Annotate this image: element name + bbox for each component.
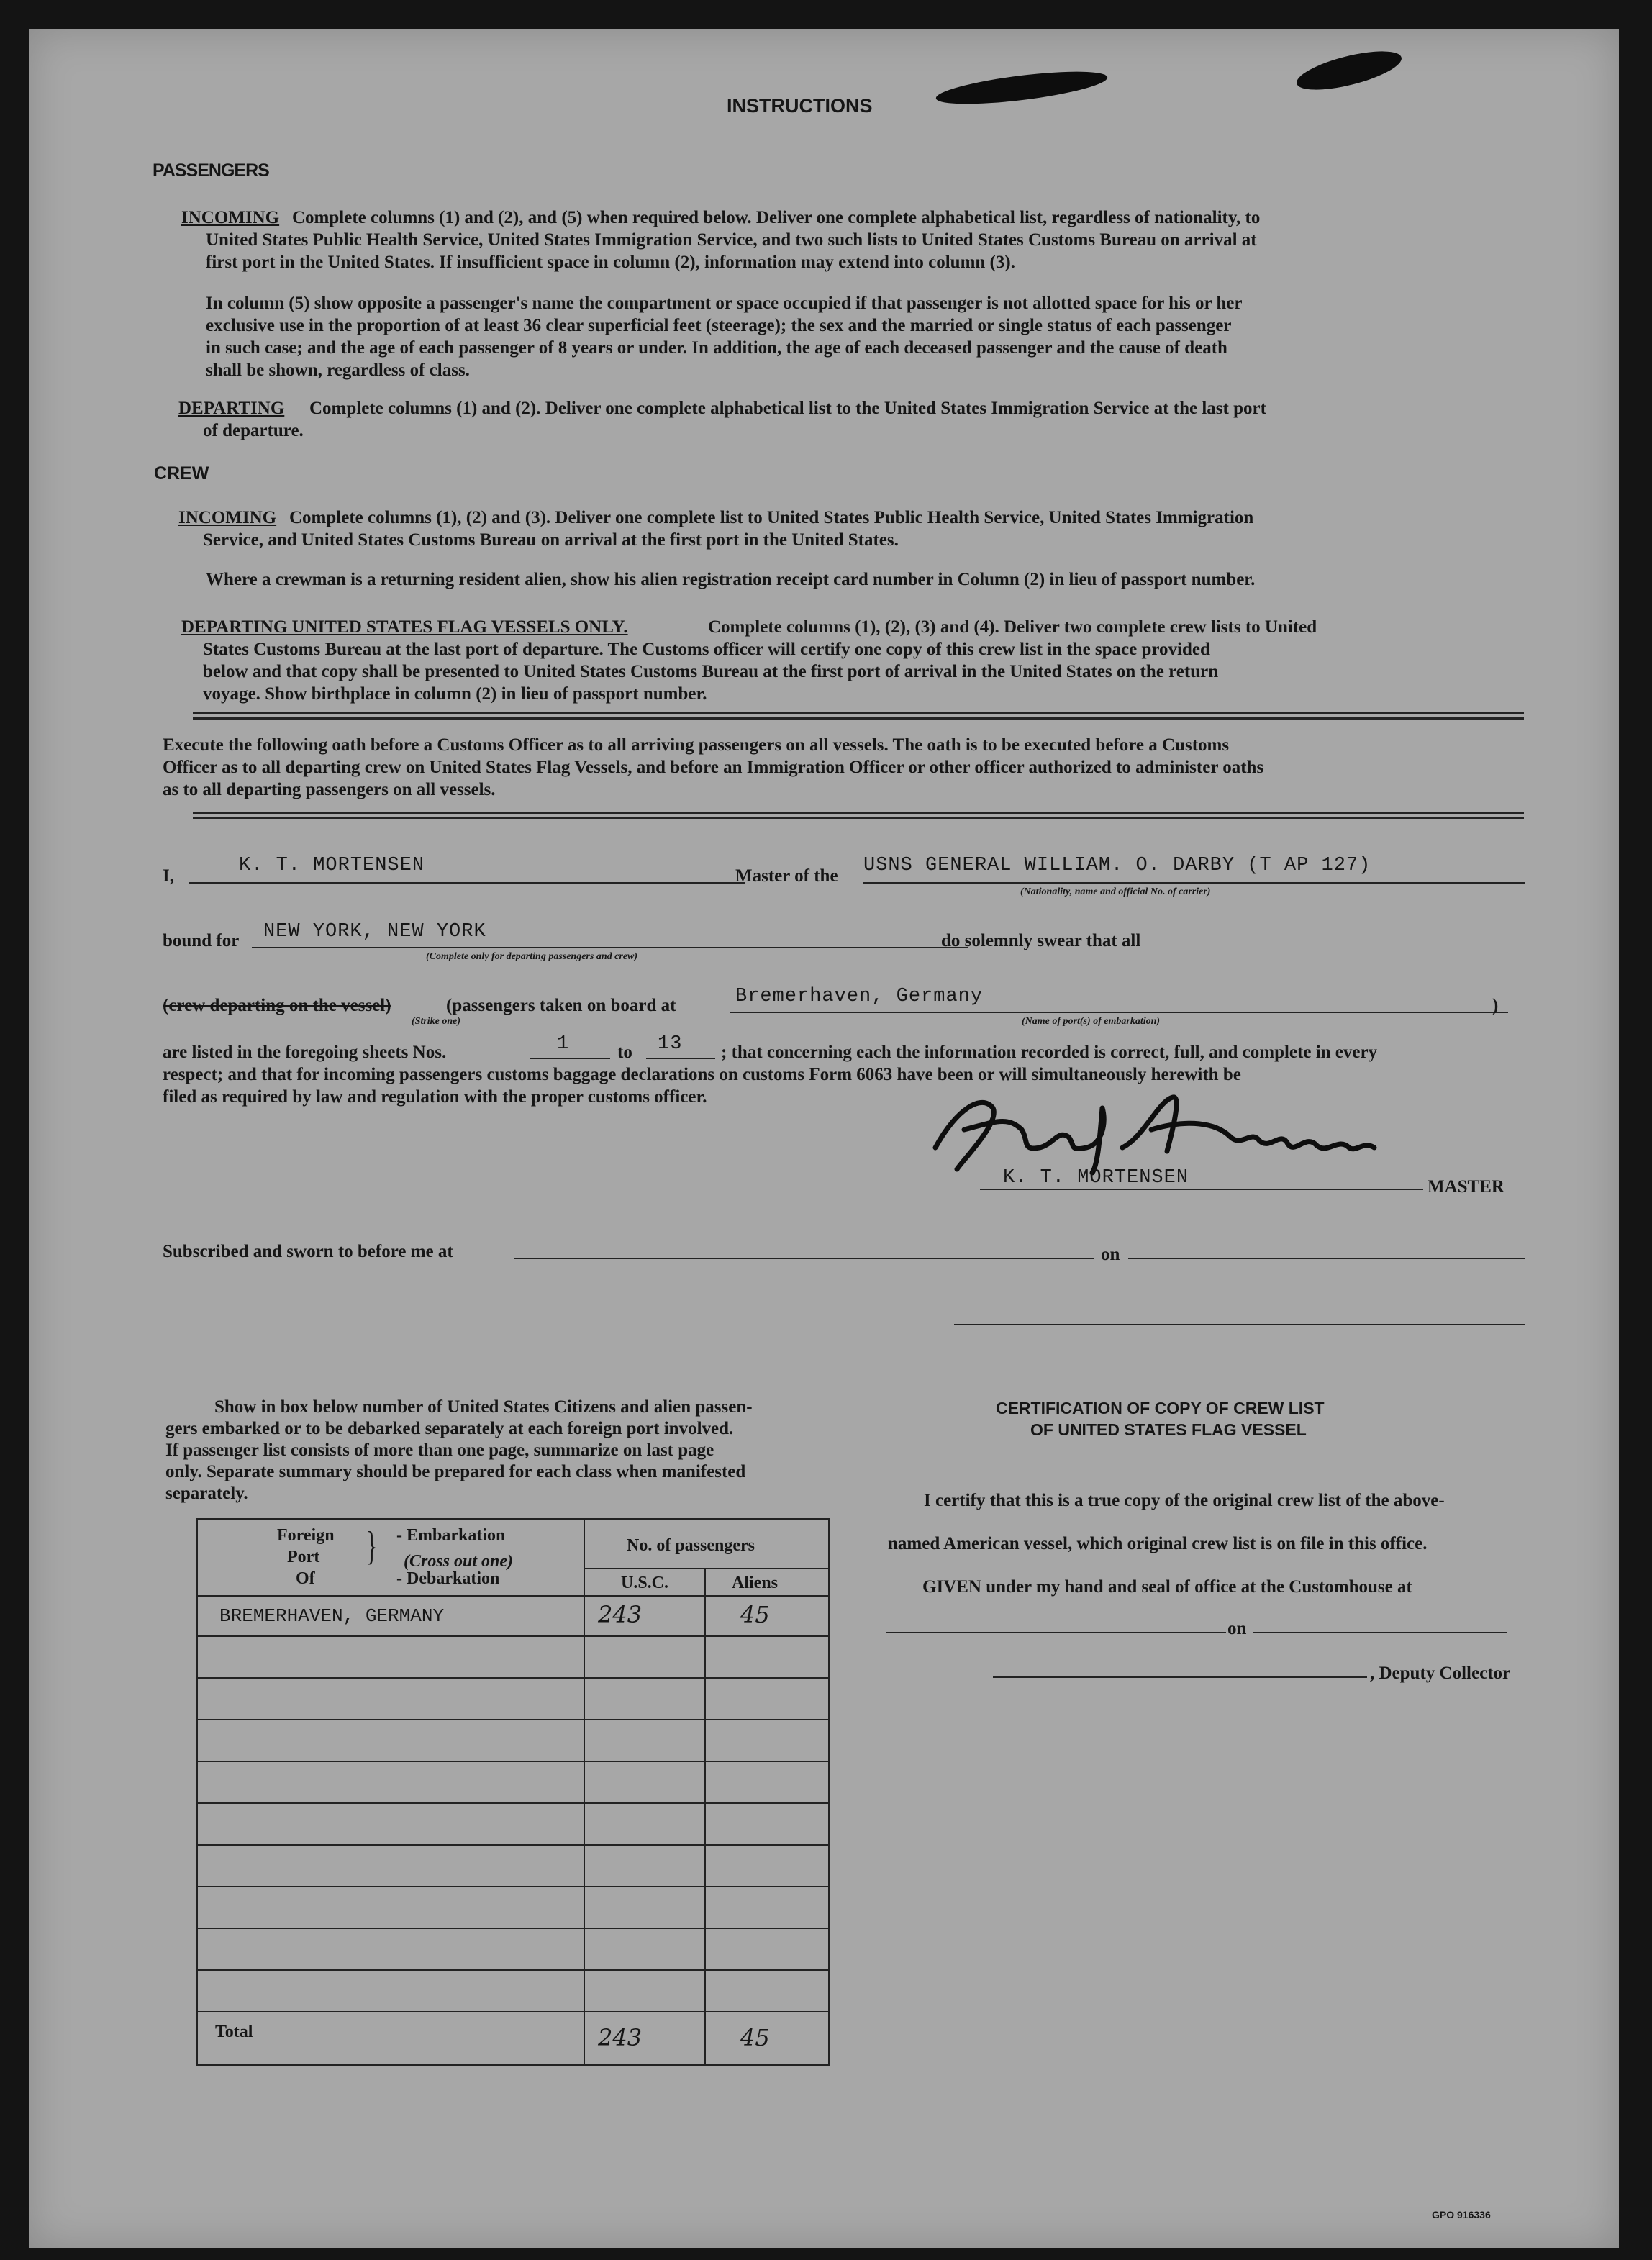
certify-on-label: on bbox=[1227, 1619, 1247, 1638]
column5-line: exclusive use in the proportion of at least 36 clear superficial feet (steerage); the sex and the married or single status of each passenger bbox=[206, 316, 1232, 335]
crew-heading: CREW bbox=[154, 463, 209, 484]
oath-instructions-line: Execute the following oath before a Customs Officer as to all arriving passengers on all vessels. The oath is to be executed before a Customs bbox=[163, 735, 1230, 755]
table-divider bbox=[198, 1886, 828, 1887]
certification-title-line: OF UNITED STATES FLAG VESSEL bbox=[1030, 1420, 1307, 1439]
officer-signature-line[interactable] bbox=[954, 1324, 1525, 1325]
bound-for-line bbox=[252, 947, 968, 948]
crew-departing-line: States Customs Bureau at the last port of departure. The Customs officer will certify one copy of this crew list in the space provided bbox=[203, 640, 1210, 659]
bound-for-label: bound for bbox=[163, 931, 240, 950]
subscribed-date-line[interactable] bbox=[1128, 1258, 1525, 1259]
oath-instructions-line: as to all departing passengers on all vessels. bbox=[163, 780, 496, 799]
customhouse-line[interactable] bbox=[886, 1632, 1226, 1633]
page-title: INSTRUCTIONS bbox=[727, 95, 873, 117]
passengers-heading: PASSENGERS bbox=[153, 160, 269, 181]
table-divider bbox=[198, 1969, 828, 1971]
header-of: Of bbox=[296, 1569, 315, 1588]
header-no-passengers: No. of passengers bbox=[627, 1536, 755, 1555]
to-label: to bbox=[617, 1043, 632, 1062]
port-embarkation-field[interactable]: Bremerhaven, Germany bbox=[735, 986, 984, 1007]
crew-departing-label: DEPARTING UNITED STATES FLAG VESSELS ONLY. bbox=[181, 617, 628, 637]
column5-line: shall be shown, regardless of class. bbox=[206, 360, 470, 380]
ink-blot bbox=[935, 65, 1109, 111]
passengers-incoming-line: United States Public Health Service, United States Immigration Service, and two such lists to United States Customs Bureau on arrival at bbox=[206, 230, 1257, 250]
form-code: GPO 916336 bbox=[1432, 2209, 1491, 2220]
divider bbox=[193, 717, 1524, 720]
port-line bbox=[730, 1012, 1508, 1013]
listed-prefix: are listed in the foregoing sheets Nos. bbox=[163, 1043, 447, 1062]
ink-blot bbox=[1293, 43, 1404, 97]
deputy-collector-label: , Deputy Collector bbox=[1370, 1664, 1511, 1683]
master-name-field[interactable]: K. T. MORTENSEN bbox=[239, 855, 425, 876]
strike-caption: (Strike one) bbox=[412, 1016, 461, 1027]
vessel-line bbox=[863, 882, 1525, 884]
passengers-departing-label: DEPARTING bbox=[178, 399, 285, 418]
sheet-from-field[interactable]: 1 bbox=[557, 1033, 570, 1055]
master-of-label: Master of the bbox=[735, 866, 838, 886]
master-name-line bbox=[189, 882, 745, 884]
sheet-to-field[interactable]: 13 bbox=[658, 1033, 683, 1055]
total-aliens: 45 bbox=[740, 2024, 770, 2051]
passengers-incoming-label: INCOMING bbox=[181, 208, 280, 227]
header-port: Port bbox=[287, 1548, 320, 1566]
subscribed-place-line[interactable] bbox=[514, 1258, 1094, 1259]
table-divider bbox=[584, 1568, 828, 1569]
table-divider bbox=[584, 1520, 585, 2064]
brace-icon: } bbox=[366, 1524, 378, 1569]
sheet-to-line bbox=[646, 1058, 715, 1059]
passengers-departing-line: of departure. bbox=[203, 421, 304, 440]
header-usc: U.S.C. bbox=[621, 1574, 669, 1592]
passengers-incoming-line: first port in the United States. If insufficient space in column (2), information may extend into column (3). bbox=[206, 253, 1015, 272]
table-divider bbox=[198, 1844, 828, 1846]
vessel-caption: (Nationality, name and official No. of carrier) bbox=[1020, 886, 1211, 897]
divider bbox=[193, 817, 1524, 819]
subscribed-on-label: on bbox=[1101, 1245, 1120, 1264]
table-divider bbox=[198, 1761, 828, 1762]
table-divider bbox=[198, 1928, 828, 1929]
vessel-field[interactable]: USNS GENERAL WILLIAM. O. DARBY (T AP 127) bbox=[863, 855, 1371, 876]
header-embarkation: - Embarkation bbox=[396, 1526, 506, 1545]
port-caption: (Name of port(s) of embarkation) bbox=[1022, 1016, 1161, 1027]
crew-departing-line: Complete columns (1), (2), (3) and (4). Deliver two complete crew lists to United bbox=[708, 617, 1317, 637]
crew-incoming-line: Complete columns (1), (2) and (3). Deliver one complete list to United States Public Health Service, United States Immigration bbox=[289, 508, 1254, 527]
header-cross-out: (Cross out one) bbox=[404, 1552, 514, 1571]
crew-departing-line: below and that copy shall be presented to United States Customs Bureau at the first port of arrival in the United States on the return bbox=[203, 662, 1219, 681]
summary-instructions-line: only. Separate summary should be prepared for each class when manifested bbox=[165, 1462, 746, 1481]
table-divider bbox=[198, 1635, 828, 1637]
swear-text: do solemnly swear that all bbox=[941, 931, 1141, 950]
struck-crew-text: (crew departing on the vessel) bbox=[163, 996, 391, 1015]
listed-suffix: ; that concerning each the information recorded is correct, full, and complete in every bbox=[721, 1043, 1378, 1062]
oath-i-label: I, bbox=[163, 866, 174, 886]
signature-title: MASTER bbox=[1428, 1177, 1504, 1197]
certify-line: I certify that this is a true copy of the original crew list of the above- bbox=[924, 1491, 1445, 1510]
total-usc: 243 bbox=[598, 2024, 643, 2051]
total-label: Total bbox=[215, 2023, 253, 2041]
crew-incoming-label: INCOMING bbox=[178, 508, 277, 527]
respect-line: respect; and that for incoming passengers customs baggage declarations on customs Form 6063 have been or will simultaneously herewith be bbox=[163, 1065, 1241, 1084]
bound-for-field[interactable]: NEW YORK, NEW YORK bbox=[263, 921, 486, 943]
deputy-collector-line[interactable] bbox=[993, 1676, 1367, 1678]
table-row-usc: 243 bbox=[598, 1601, 643, 1628]
column5-line: In column (5) show opposite a passenger's name the compartment or space occupied if that passenger is not allotted space for his or her bbox=[206, 294, 1243, 313]
table-divider bbox=[198, 1719, 828, 1720]
header-debarkation: - Debarkation bbox=[396, 1569, 500, 1588]
divider bbox=[193, 712, 1524, 714]
oath-instructions-line: Officer as to all departing crew on United States Flag Vessels, and before an Immigration Officer or other officer authorized to administer oaths bbox=[163, 758, 1264, 777]
table-row-port: BREMERHAVEN, GERMANY bbox=[219, 1605, 445, 1627]
passengers-text: (passengers taken on board at bbox=[446, 996, 676, 1015]
passengers-departing-line: Complete columns (1) and (2). Deliver one complete alphabetical list to the United States Immigration Service at the last port bbox=[309, 399, 1266, 418]
table-divider bbox=[198, 1595, 828, 1597]
summary-instructions-line: If passenger list consists of more than one page, summarize on last page bbox=[165, 1440, 714, 1460]
table-row-aliens: 45 bbox=[740, 1601, 770, 1628]
sheet-from-line bbox=[530, 1058, 610, 1059]
certify-line: GIVEN under my hand and seal of office at the Customhouse at bbox=[922, 1577, 1412, 1597]
certify-date-line[interactable] bbox=[1253, 1632, 1507, 1633]
summary-instructions-line: gers embarked or to be debarked separately at each foreign port involved. bbox=[165, 1419, 734, 1438]
subscribed-label: Subscribed and sworn to before me at bbox=[163, 1242, 453, 1261]
certify-line: named American vessel, which original crew list is on file in this office. bbox=[888, 1534, 1428, 1553]
header-foreign: Foreign bbox=[277, 1526, 335, 1545]
column5-line: in such case; and the age of each passenger of 8 years or under. In addition, the age of each deceased passenger and the cause of death bbox=[206, 338, 1227, 358]
summary-instructions-line: separately. bbox=[165, 1484, 248, 1503]
crew-alien-line: Where a crewman is a returning resident alien, show his alien registration receipt card number in Column (2) in lieu of passport number. bbox=[206, 570, 1256, 589]
filed-line: filed as required by law and regulation with the proper customs officer. bbox=[163, 1087, 707, 1107]
table-divider bbox=[198, 2011, 828, 2012]
table-divider bbox=[198, 1802, 828, 1804]
signature-typed-name: K. T. MORTENSEN bbox=[1003, 1167, 1189, 1189]
divider bbox=[193, 812, 1524, 814]
certification-title-line: CERTIFICATION OF COPY OF CREW LIST bbox=[996, 1399, 1325, 1417]
table-divider bbox=[704, 1568, 706, 2064]
summary-instructions-line: Show in box below number of United States Citizens and alien passen- bbox=[214, 1397, 753, 1417]
crew-departing-line: voyage. Show birthplace in column (2) in lieu of passport number. bbox=[203, 684, 707, 704]
bound-for-caption: (Complete only for departing passengers and crew) bbox=[426, 951, 637, 962]
signature-line bbox=[980, 1189, 1423, 1190]
document-sheet bbox=[29, 29, 1619, 2248]
crew-incoming-line: Service, and United States Customs Bureau on arrival at the first port in the United States. bbox=[203, 530, 899, 550]
passengers-incoming-line: Complete columns (1) and (2), and (5) when required below. Deliver one complete alphabetical list, regardless of nationality, to bbox=[292, 208, 1261, 227]
passenger-summary-table bbox=[196, 1518, 830, 2066]
header-aliens: Aliens bbox=[732, 1574, 779, 1592]
table-divider bbox=[198, 1677, 828, 1679]
close-paren: ) bbox=[1492, 996, 1499, 1015]
